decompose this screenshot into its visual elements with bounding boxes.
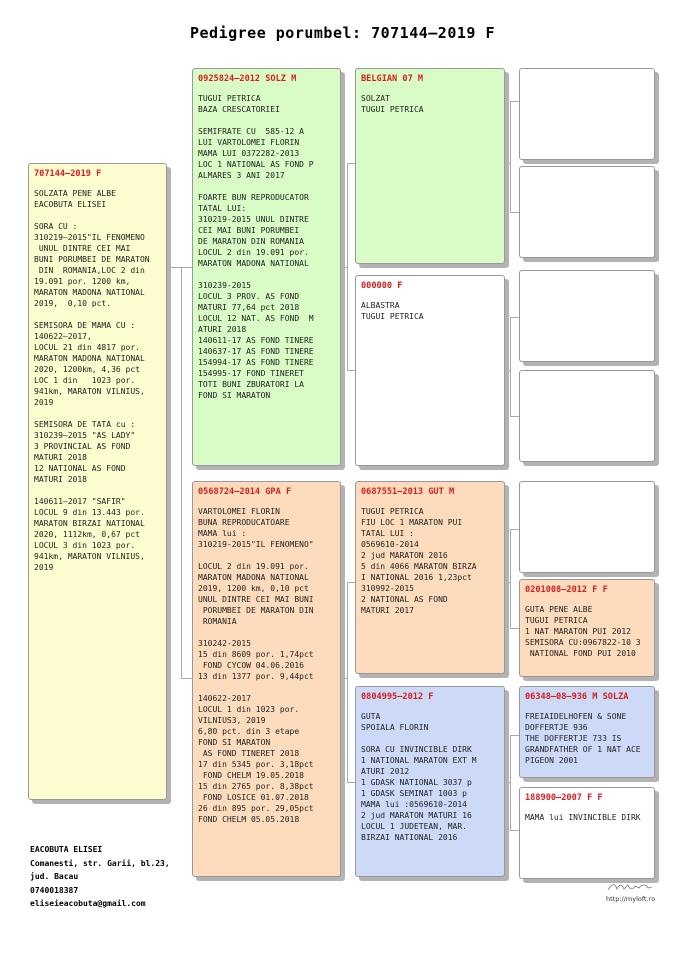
connector [167,267,181,268]
sire-sire-description: SOLZAT TUGUI PETRICA [361,94,424,114]
great-grandparent-empty-card [519,166,655,258]
connector [181,267,182,678]
dam-sire-dam-description: GUTA PENE ALBE TUGUI PETRICA 1 NAT MARATON PUI 2012 SEMISORA CU:0967822-10 3 NATIONAL FOND PUI 2010 [525,605,641,658]
dam-dam-sire-card [519,686,655,778]
connector [510,101,519,102]
connector [510,317,519,318]
connector [181,678,192,679]
page-title: Pedigree porumbel: 707144–2019 F [190,24,495,42]
great-grandparent-empty-card [519,68,655,160]
dam-sire-description: TUGUI PETRICA FIU LOC 1 MARATON PUI TATAL LUI : 0569610-2014 2 jud MARATON 2016 5 din 4066 MARATON BIRZA I NATIONAL 2016 1,23pct 310992-2015 2 NATIONAL AS FOND MATURI 2017 [361,507,477,615]
owner-phone: 0740018387 [30,885,79,895]
sire-dam-ring-number: 000000 F [361,281,403,291]
dam-dam-card [355,686,505,877]
connector [510,529,519,530]
connector [181,267,192,268]
connector [347,582,355,583]
subject-pigeon-card [28,163,167,800]
sire-dam-card [355,275,505,466]
dam-dam-ring-number: 0804995–2012 F [361,692,434,702]
connector [347,782,355,783]
owner-address-line1: Comanesti, str. Garii, bl.23, [30,858,170,868]
sire-ring-number: 0925824–2012 SOLZ M [198,74,297,84]
dam-dam-dam-ring-number: 188900–2007 F F [525,793,603,803]
connector [510,212,519,213]
dam-dam-sire-ring-number: 06348–08–936 M SOLZA [525,692,629,702]
dam-card [192,481,341,877]
connector [510,101,511,212]
owner-address-line2: jud. Bacau [30,872,79,881]
sire-sire-ring-number: BELGIAN 07 M [361,74,424,84]
footer-url[interactable]: http://myloft.ro [606,895,656,903]
great-grandparent-empty-card [519,481,655,573]
connector [347,370,355,371]
dam-sire-card [355,481,505,674]
dam-dam-dam-description: MAMA lui INVINCIBLE DIRK [525,813,641,822]
sire-dam-description: ALBASTRA TUGUI PETRICA [361,301,424,321]
dam-description: VARTOLOMEI FLORIN BUNA REPRODUCATOARE MAMA lui : 310219-2015"IL FENOMENO" LOCUL 2 din 19.091 por. MARATON MADONA NATIONAL 2019, 1200 km, 0,10 pct UNUL DINTRE CEI MAI BUNI PORUMBEI DE MARATON DIN ROMANIA 310242-2015 15 din 8609 por. 1,74pct FOND CYCOW 04.06.2016 13 din 1377 por. 9,44pct 140622-2017 LOCUL 1 din 1023 por. VILNIUS3, 2019 6,80 pct. din 3 etape FOND SI MARATON AS FOND TINERET 2018 17 din 5345 por. 3,18pct FOND CHELM 19.05.2018 15 din 2765 por. 8,38pct FOND LOSICE 01.07.2018 26 din 895 por. 29,05pct FOND CHELM 05.05.2018 [198,507,314,824]
great-grandparent-empty-card [519,270,655,362]
connector [510,735,511,830]
sire-card [192,68,341,466]
owner-email: eliseieacobuta@gmail.com [30,899,146,908]
connector [347,163,348,370]
dam-dam-sire-description: FREIAIDELHOFEN & SONE DOFFERTJE 936 THE DOFFERTJE 733 IS GRANDFATHER OF 1 NAT ACE PIGEON 2001 [525,712,641,765]
connector [510,529,511,628]
dam-sire-ring-number: 0687551–2013 GUT M [361,487,455,497]
connector [510,830,519,831]
sire-sire-card [355,68,505,264]
dam-sire-dam-card [519,579,655,677]
dam-sire-dam-ring-number: 0201008–2012 F F [525,585,608,595]
great-grandparent-empty-card [519,370,655,462]
connector [347,163,355,164]
owner-name: EACOBUTA ELISEI [30,845,103,854]
subject-description: SOLZATA PENE ALBE EACOBUTA ELISEI SORA CU : 310219–2015"IL FENOMENO UNUL DINTRE CEI MAI BUNI PORUMBEI DE MARATON DIN ROMANIA,LOC 2 din 19.091 por. 1200 km, MARATON MADONA NATIONAL 2019, 0,10 pct. SEMISORA DE MAMA CU : 140622–2017, LOCUL 21 din 4817 por. MARATON MADONA NATIONAL 2020, 1200km, 4,36 pct LOC 1 din 1023 por. 941km, MARATON VILNIUS, 2019 SEMISORA DE TATA cu : 310239–2015 "AS LADY" 3 PROVINCIAL AS FOND MATURI 2018 12 NATIONAL AS FOND MATURI 2018 140611–2017 "SAFIR" LOCUL 9 din 13.443 por. MARATON BIRZAI NATIONAL 2020, 1112km, 0,67 pct LOCUL 3 din 1023 por. 941km, MARATON VILNIUS, 2019 [34,189,150,572]
dam-dam-dam-card [519,787,655,879]
dam-ring-number: 0568724–2014 GPA F [198,487,292,497]
dam-dam-description: GUTA SPOIALA FLORIN SORA CU INVINCIBLE DIRK 1 NATIONAL MARATON EXT M ATURI 2012 1 GDASK NATIONAL 3037 p 1 GDASK SEMINAT 1003 p MAMA lui :0569610-2014 2 jud MARATON MATURI 16 LOCUL 1 JUDETEAN, MAR. BIRZAI NATIONAL 2016 [361,712,477,842]
connector [510,735,519,736]
myloft-logo-icon [606,882,654,892]
connector [347,582,348,782]
connector [510,416,519,417]
sire-description: TUGUI PETRICA BAZA CRESCATORIEI SEMIFRATE CU 585-12 A LUI VARTOLOMEI FLORIN MAMA LUI 0372282-2013 LOC 1 NATIONAL AS FOND P ALMARES 3 ANI 2017 FOARTE BUN REPRODUCATOR TATAL LUI: 310219-2015 UNUL DINTRE CEI MAI BUNI PORUMBEI DE MARATON DIN ROMANIA LOCUL 2 din 19.091 por. MARATON MADONA NATIONAL 310239-2015 LOCUL 3 PROV. AS FOND MATURI 77,64 pct 2018 LOCUL 12 NAT. AS FOND M ATURI 2018 140611-17 AS FOND TINERE 140637-17 AS FOND TINERE 154994-17 AS FOND TINERE 154995-17 FOND TINERET TOTI BUNI ZBURATORI LA FOND SI MARATON [198,94,314,400]
connector [510,628,519,629]
subject-ring-number: 707144–2019 F [34,169,102,179]
connector [510,317,511,416]
owner-info [30,843,170,911]
